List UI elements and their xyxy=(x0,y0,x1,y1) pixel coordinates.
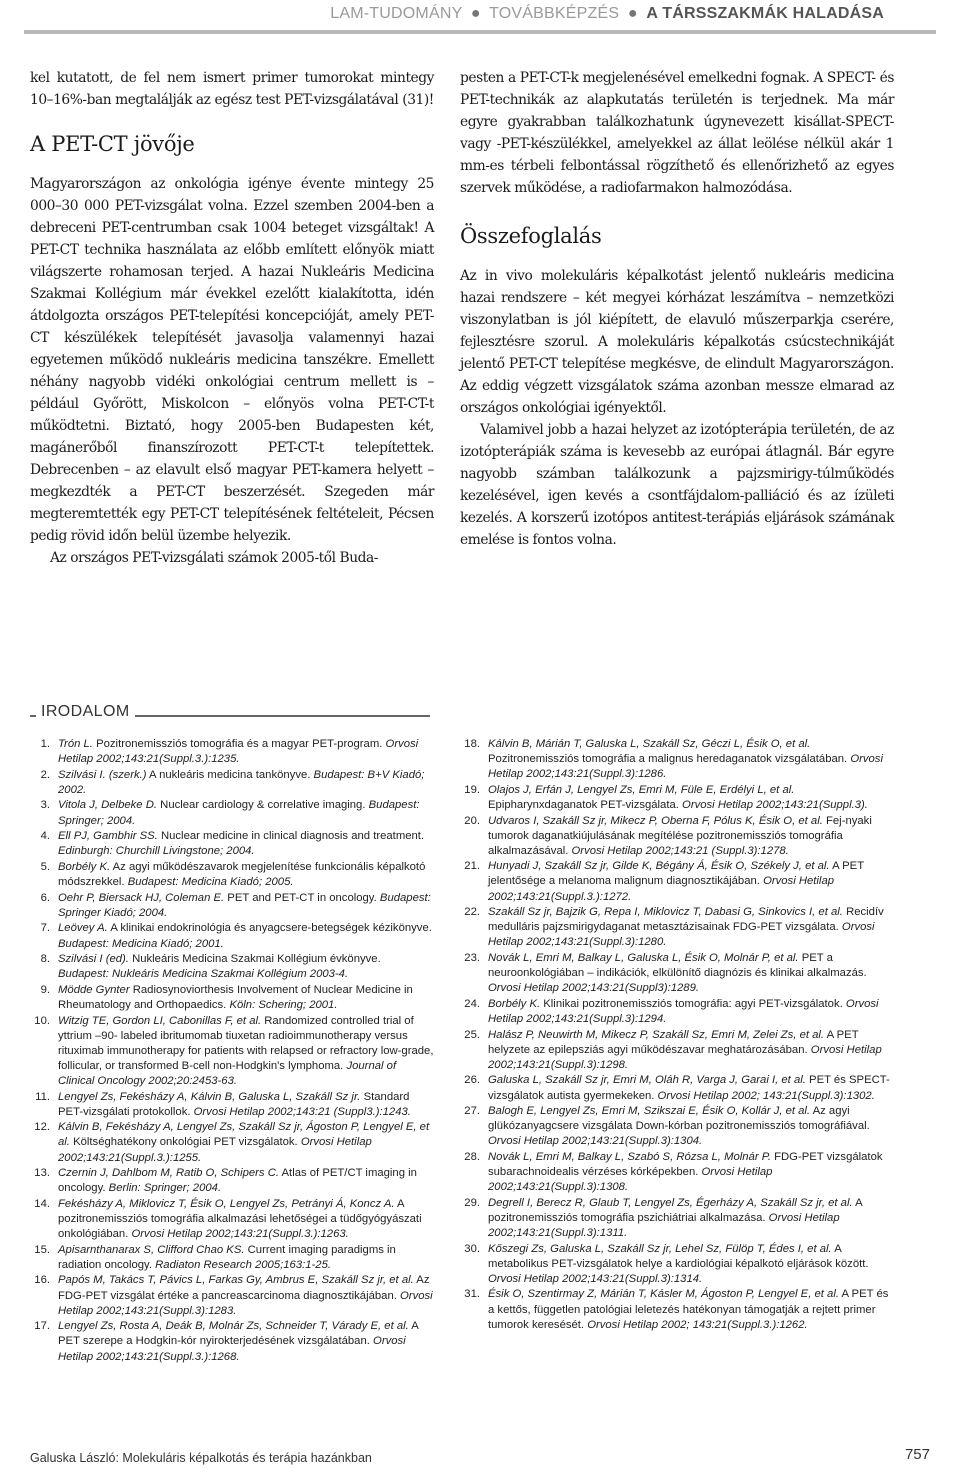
reference-title: FDG-PET vizsgálatok subarachnoidealis vérzéses kórképekben. xyxy=(488,1151,883,1179)
reference-title: Recidív medulláris pajzsmirigydaganat metasztázisainak FDG-PET vizsgálata. xyxy=(488,906,884,934)
reference-source: Budapest: Springer; 2004. xyxy=(58,799,420,827)
reference-title: PET és SPECT-vizsgálatok autista gyermekeken. xyxy=(488,1074,890,1102)
reference-source: Budapest: B+V Kiadó; 2002. xyxy=(58,768,425,796)
reference-number: 30. xyxy=(464,1242,480,1255)
reference-number: 31. xyxy=(464,1288,480,1301)
reference-item xyxy=(460,1150,894,1195)
reference-title: PET a neuroonkológiában – indikációk, elkülönítő diagnózis és klinikai alkalmazás. xyxy=(488,952,867,980)
reference-number: 6. xyxy=(40,891,50,904)
reference-number: 21. xyxy=(464,860,480,873)
reference-number: 4. xyxy=(40,830,50,843)
reference-item xyxy=(30,1014,434,1089)
reference-item xyxy=(460,1196,894,1241)
reference-item xyxy=(460,859,894,904)
reference-item xyxy=(30,798,434,828)
reference-source: Orvosi Hetilap 2002;143:21(Suppl.3):1286. xyxy=(488,753,883,781)
reference-number: 20. xyxy=(464,814,480,827)
reference-item xyxy=(30,737,434,767)
paragraph-last: Az országos PET-vizsgálati számok 2005-től Buda- xyxy=(50,550,379,566)
reference-source: Radiaton Research 2005;163:1-25. xyxy=(155,1258,331,1271)
reference-authors: Ell PJ, Gambhir SS. xyxy=(58,830,158,843)
reference-source: Orvosi Hetilap 2002;143:21(Suppl.3):1311. xyxy=(488,1211,840,1240)
reference-source: Orvosi Hetilap 2002;143:21(Suppl.3.):1272. xyxy=(488,875,835,903)
reference-authors: Fekésházy A, Miklovicz T, Ésik O, Lengyel Zs, Petrányi Á, Koncz A. xyxy=(58,1197,395,1210)
reference-item xyxy=(460,1028,894,1073)
reference-item xyxy=(30,768,434,798)
reference-title: Az agyi glükózanyagcsere vizsgálata Down-kórban pozitronemissziós tomográfiával. xyxy=(488,1105,870,1133)
reference-item xyxy=(460,905,894,950)
reference-title: Nuclear cardiology & correlative imaging. xyxy=(157,799,369,812)
reference-authors: Kálvin B, Márián T, Galuska L, Szakáll Sz, Géczi L, Ésik O, et al. xyxy=(488,738,811,750)
reference-authors: Borbély K. xyxy=(58,860,111,873)
reference-number: 2. xyxy=(40,768,50,781)
reference-source: Orvosi Hetilap 2002;143:21(Suppl.3.):1263. xyxy=(131,1228,349,1241)
reference-title: A PET és a kettős, független patológiai leletezés hatékonyan támogatják a rejtett primer tumorok keresését. xyxy=(488,1288,889,1331)
reference-authors: Udvaros I, Szakáll Sz jr, Mikecz P, Oberna F, Pólus K, Ésik O, et al. xyxy=(488,814,823,827)
right-text-column xyxy=(460,67,894,551)
reference-title: PET and PET-CT in oncology. xyxy=(224,891,380,904)
reference-source: Köln: Schering; 2001. xyxy=(229,998,338,1011)
reference-authors: Ésik O, Szentirmay Z, Márián T, Kásler M, Ágoston P, Lengyel E, et al. xyxy=(488,1288,839,1301)
reference-authors: Balogh E, Lengyel Zs, Emri M, Szikszai E, Ésik O, Kollár J, et al. xyxy=(488,1105,811,1118)
reference-number: 14. xyxy=(34,1197,50,1210)
reference-authors: Vitola J, Delbeke D. xyxy=(58,799,158,812)
reference-number: 11. xyxy=(35,1090,50,1103)
header-rule xyxy=(24,30,936,34)
reference-authors: Trón L. xyxy=(58,738,93,750)
reference-source: Edinburgh: Churchill Livingstone; 2004. xyxy=(58,845,255,858)
reference-authors: Olajos J, Erfán J, Lengyel Zs, Emri M, Füle E, Erdélyi L, et al. xyxy=(488,783,795,796)
reference-source: Orvosi Hetilap 2002;143:21 (Suppl.3):1278. xyxy=(571,844,789,857)
reference-list-right xyxy=(460,737,894,1333)
reference-source: Orvosi Hetilap 2002;143:21(Suppl.3):1308. xyxy=(488,1166,773,1194)
section-heading-summary: Összefoglalás xyxy=(460,224,602,248)
reference-item xyxy=(30,1273,434,1318)
reference-authors: Hunyadi J, Szakáll Sz jr, Gilde K, Bégány Á, Ésik O, Székely J, et al. xyxy=(488,860,830,873)
reference-number: 10. xyxy=(34,1014,50,1027)
reference-item xyxy=(460,997,894,1027)
reference-authors: Lengyel Zs, Fekésházy A, Kálvin B, Galuska L, Szakáll Sz jr. xyxy=(58,1090,361,1103)
reference-authors: Novák L, Emri M, Balkay L, Szabó S, Rózsa L, Molnár P. xyxy=(488,1151,771,1163)
reference-list-left xyxy=(30,737,434,1365)
reference-item xyxy=(30,860,434,890)
reference-authors: Szilvási I (ed). xyxy=(58,953,129,966)
reference-authors: Halász P, Neuwirth M, Mikecz P, Szakáll Sz, Emri M, Zelei Zs, et al. xyxy=(488,1028,825,1041)
paragraph-intro: kel kutatott, de fel nem ismert primer tumorokat mintegy 10–16%-ban megtalálják az egész test PET-vizsgálatával (31)! xyxy=(30,70,434,108)
reference-number: 27. xyxy=(464,1105,480,1118)
reference-number: 15. xyxy=(34,1243,50,1256)
reference-source: Berlin: Springer; 2004. xyxy=(108,1182,222,1195)
reference-title: A nukleáris medicina tankönyve. xyxy=(146,768,314,781)
reference-number: 28. xyxy=(464,1151,480,1163)
reference-source: Orvosi Hetilap 2002; 143:21(Suppl.3.):1262. xyxy=(587,1318,808,1331)
reference-title: Klinikai pozitronemissziós tomográfia: agyi PET-vizsgálatok. xyxy=(540,997,846,1010)
footer-author-title: Galuska László: Molekuláris képalkotás és terápia hazánkban xyxy=(30,1451,372,1465)
reference-source: Orvosi Hetilap 2002;143:21(Suppl.3.):1235. xyxy=(58,738,419,766)
page-number: 757 xyxy=(904,1446,930,1463)
reference-title: A klinikai endokrinológia és anyagcsere-betegségek kézikönyve. xyxy=(107,922,432,935)
reference-item xyxy=(30,891,434,921)
reference-source: Budapest: Nukleáris Medicina Szakmai Kollégium 2003-4. xyxy=(58,968,349,981)
reference-title: Standard PET-vizsgálati protokollok. xyxy=(58,1090,410,1118)
reference-authors: Szilvási I. (szerk.) xyxy=(58,768,147,781)
reference-source: Orvosi Hetilap 2002;143:21(Suppl.3):1304. xyxy=(488,1135,703,1148)
reference-source: Orvosi Hetilap 2002;143:21(Suppl.3). xyxy=(682,798,868,811)
reference-title: Nuclear medicine in clinical diagnosis and treatment. xyxy=(157,830,425,843)
header-section-1: LAM-TUDOMÁNY xyxy=(330,5,463,22)
section-heading-pet-ct-future: A PET-CT jövője xyxy=(30,132,195,156)
reference-title: A pozitronemissziós tomográfia pszichiátriai alkalmazása. xyxy=(488,1196,863,1224)
reference-authors: Witzig TE, Gordon LI, Cabonillas F, et al. xyxy=(58,1014,262,1027)
reference-source: Orvosi Hetilap 2002; 143:21(Suppl.3):1302. xyxy=(657,1089,875,1102)
reference-authors: Leövey A. xyxy=(58,922,108,935)
reference-item xyxy=(460,783,894,813)
paragraph-continued: pesten a PET-CT-k megjelenésével emelkedni fognak. A SPECT- és PET-technikák az alapkutatás területén is terjednek. Ma már egyre gyakrabban találkozhatunk úgynevezett kisállat-SPECT- vagy -PET-készülékkel, amelyekkel az állat leölése nélkül akár 1 mm-es térbeli felbontással rögzíthető és ellenőrizhető az egyes szervek működése, a radiofarmakon halmozódása. xyxy=(460,70,894,196)
bullet-separator-icon: ● xyxy=(627,5,638,22)
reference-title: Pozitronemissziós tomográfia a malignus heredaganatok vizsgálatában. xyxy=(488,753,851,766)
running-header xyxy=(330,5,884,23)
reference-number: 26. xyxy=(464,1074,480,1087)
reference-title: Current imaging paradigms in radiation oncology. xyxy=(58,1243,396,1271)
references-heading xyxy=(30,703,430,727)
reference-number: 3. xyxy=(40,799,50,812)
reference-source: Orvosi Hetilap 2002;143:21(Suppl3):1289. xyxy=(488,982,700,995)
reference-source: Orvosi Hetilap 2002;143:21 (Suppl3.):1243. xyxy=(193,1105,411,1118)
reference-title: Pozitronemissziós tomográfia és a magyar PET-program. xyxy=(92,738,386,750)
reference-item xyxy=(30,1319,434,1364)
paragraph-summary-2: Valamivel jobb a hazai helyzet az izotópterápia területén, de az izotópterápiák száma is kevesebb az európai átlagnál. Bár egyre nagyobb számban találkozunk a pajzsmirigy-túlműködés kezelésével, igen kevés a csontfájdalom-palliáció és az ízületi kezelés. A korszerű izotópos antitest-terápiás eljárások számának emelése is fontos volna. xyxy=(460,422,894,548)
paragraph-summary-1: Az in vivo molekuláris képalkotást jelentő nukleáris medicina hazai rendszere – két megyei kórházat leszámítva – nemzetközi viszonylatban is jól kiépített, de elavuló műszerparkja cserére, fejlesztésre szorul. A molekuláris képalkotás csúcstechnikáját jelentő PET-CT telepítése megkésve, de elindult Magyarországon. Az eddig végzett vizsgálatok száma azonban messze elmarad az országos onkológiai igényektől. xyxy=(460,268,894,416)
reference-title: Fej-nyaki tumorok daganatkiújulásának megítélése pozitronemissziós tomográfia alkalmazásával. xyxy=(488,814,872,857)
reference-item xyxy=(30,1090,434,1120)
reference-source: Orvosi Hetilap 2002;143:21(Suppl.3):1314. xyxy=(488,1272,703,1285)
reference-source: Orvosi Hetilap 2002;143:21(Suppl.3):1298. xyxy=(488,1043,882,1071)
reference-item xyxy=(30,1120,434,1165)
reference-item xyxy=(460,737,894,782)
reference-number: 1. xyxy=(40,738,50,750)
reference-number: 19. xyxy=(464,783,480,796)
reference-title: Radiosynoviorthesis Involvement of Nuclear Medicine in Rheumatology and Orthopaedics. xyxy=(58,983,413,1011)
reference-title: A metabolikus PET-vizsgálatok helye a kardiológiai képalkotó eljárások között. xyxy=(488,1242,869,1270)
reference-number: 25. xyxy=(464,1028,480,1041)
reference-number: 22. xyxy=(464,906,480,919)
reference-item xyxy=(30,1166,434,1196)
reference-title: Költséghatékony onkológiai PET vizsgálatok. xyxy=(69,1136,301,1149)
reference-title: Atlas of PET/CT imaging in oncology. xyxy=(58,1167,417,1195)
reference-authors: Oehr P, Biersack HJ, Coleman E. xyxy=(58,891,225,904)
reference-title: A pozitronemissziós tomográfia alkalmazási lehetőségei a tüdőgyógyászati onkológiában. xyxy=(58,1197,422,1241)
reference-authors: Lengyel Zs, Rosta A, Deák B, Molnár Zs, Schneider T, Várady E, et al. xyxy=(58,1320,409,1333)
reference-number: 12. xyxy=(34,1121,50,1134)
reference-title: Epipharynxdaganatok PET-vizsgálata. xyxy=(488,798,683,811)
header-section-2: TOVÁBBKÉPZÉS xyxy=(489,5,620,22)
reference-title: Az agyi működészavarok megjelenítése funkcionális képalkotó módszrekkel. xyxy=(58,860,426,889)
reference-item xyxy=(30,952,434,982)
reference-authors: Borbély K. xyxy=(488,997,541,1010)
reference-number: 9. xyxy=(40,983,50,996)
reference-authors: Apisarnthanarax S, Clifford Chao KS. xyxy=(58,1243,245,1256)
reference-authors: Szakáll Sz jr, Bajzik G, Repa I, Miklovicz T, Dabasi G, Sinkovics I, et al. xyxy=(488,906,843,919)
paragraph-main: Magyarországon az onkológia igénye évente mintegy 25 000–30 000 PET-vizsgálat volna. Ezzel szemben 2004-ben a debreceni PET-centrumban csak 1004 beteget vizsgáltak! A PET-CT technika használata az előbb említett előnyök miatt világszerte rohamosan terjed. A hazai Nukleáris Medicina Szakmai Kollégium már évekkel ezelőtt kialakította, idén átdolgozta országos PET-telepítési koncepcióját, amely PET-CT készülékek telepítését javasolja valamennyi hazai egyetemen működő nukleáris medicina tanszékre. Emellett néhány nagyobb vidéki onkológiai centrum mellett is – például Győrött, Miskolcon – előnyös volna PET-CT-t működtetni. Biztató, hogy 2005-ben Budapesten két, magánerőből finanszírozott PET-CT-t telepítettek. Debrecenben – az elavult első magyar PET-kamera helyett – megkezdték a PET-CT beszerzését. Szegeden már megteremtették egy PET-CT telepítésének feltételeit, Pécsen pedig rövid időn belül üzembe helyezik. xyxy=(30,176,434,544)
reference-number: 29. xyxy=(464,1196,480,1209)
reference-authors: Novák L, Emri M, Balkay L, Galuska L, Ésik O, Molnár P, et al. xyxy=(488,952,799,965)
left-text-column xyxy=(30,67,434,569)
reference-authors: Kálvin B, Fekésházy A, Lengyel Zs, Szakáll Sz jr, Ágoston P, Lengyel E, et al. xyxy=(58,1121,430,1149)
reference-item xyxy=(460,1104,894,1149)
reference-title: A PET helyzete az epilepsziás agyi működészavar meghatározásában. xyxy=(488,1028,859,1056)
reference-number: 17. xyxy=(34,1320,50,1333)
reference-item xyxy=(460,814,894,859)
reference-item xyxy=(460,1242,894,1287)
reference-authors: Papós M, Takács T, Pávics L, Farkas Gy, Ambrus E, Szakáll Sz jr, et al. xyxy=(58,1274,414,1287)
reference-source: Orvosi Hetilap 2002;143:21(Suppl.3):1283. xyxy=(58,1289,433,1317)
reference-item xyxy=(30,983,434,1013)
reference-source: Orvosi Hetilap 2002;143:21(Suppl.3.):1268. xyxy=(58,1335,406,1363)
reference-item xyxy=(30,1243,434,1273)
reference-source: Orvosi Hetilap 2002;143:21(Suppl.3):1294. xyxy=(488,997,879,1025)
reference-source: Budapest: Springer Kiadó; 2004. xyxy=(58,891,431,919)
reference-source: Orvosi Hetilap 2002;143:21(Suppl.3.):1255. xyxy=(58,1136,372,1164)
reference-number: 13. xyxy=(34,1167,50,1180)
header-section-3: A TÁRSSZAKMÁK HALADÁSA xyxy=(646,5,884,22)
reference-item xyxy=(460,951,894,996)
reference-number: 18. xyxy=(464,738,480,750)
reference-number: 23. xyxy=(464,952,480,965)
reference-title: A PET jelentősége a melanoma malignum diagnosztikájában. xyxy=(488,860,864,888)
reference-authors: Degrell I, Berecz R, Glaub T, Lengyel Zs, Égerházy A, Szakáll Sz jr, et al. xyxy=(488,1196,853,1209)
reference-item xyxy=(460,1287,894,1332)
reference-authors: Czernin J, Dahlbom M, Ratib O, Schipers C. xyxy=(58,1167,279,1180)
reference-number: 7. xyxy=(40,922,50,935)
reference-source: Orvosi Hetilap 2002;143:21(Suppl.3):1280. xyxy=(488,921,875,949)
references-title: IRODALOM xyxy=(36,703,135,721)
reference-title: Nukleáris Medicina Szakmai Kollégium évkönyve. xyxy=(128,953,381,966)
reference-item xyxy=(30,1197,434,1242)
reference-number: 24. xyxy=(464,997,480,1010)
reference-source: Budapest: Medicina Kiadó; 2001. xyxy=(58,937,224,950)
reference-item xyxy=(30,921,434,951)
reference-number: 16. xyxy=(34,1274,50,1287)
reference-authors: Kőszegi Zs, Galuska L, Szakáll Sz jr, Lehel Sz, Fülöp T, Édes I, et al. xyxy=(488,1242,832,1255)
reference-number: 8. xyxy=(40,953,50,966)
reference-authors: Mödde Gynter xyxy=(58,983,130,996)
reference-source: Journal of Clinical Oncology 2002;20:2453-63. xyxy=(58,1059,397,1087)
reference-source: Budapest: Medicina Kiadó; 2005. xyxy=(127,876,294,889)
reference-title: Az FDG-PET vizsgálat értéke a pancreascarcinoma diagnosztikájában. xyxy=(58,1274,430,1302)
reference-title: A PET szerepe a Hodgkin-kór nyirokterjedésének vizsgálatában. xyxy=(58,1320,419,1348)
bullet-separator-icon: ● xyxy=(470,5,481,22)
reference-authors: Galuska L, Szakáll Sz jr, Emri M, Oláh R, Varga J, Garai I, et al. xyxy=(488,1074,806,1087)
reference-item xyxy=(30,829,434,859)
reference-number: 5. xyxy=(40,860,50,873)
reference-item xyxy=(460,1073,894,1103)
reference-title: Randomized controlled trial of yttrium –90- labeled ibritumomab tiuxetan radioimmunotherapy versus rituximab immunotherapy for patients with relapsed or refractory low-grade, follicular, or transformed B-cell non-Hodgkin's lymphoma. xyxy=(58,1014,434,1072)
